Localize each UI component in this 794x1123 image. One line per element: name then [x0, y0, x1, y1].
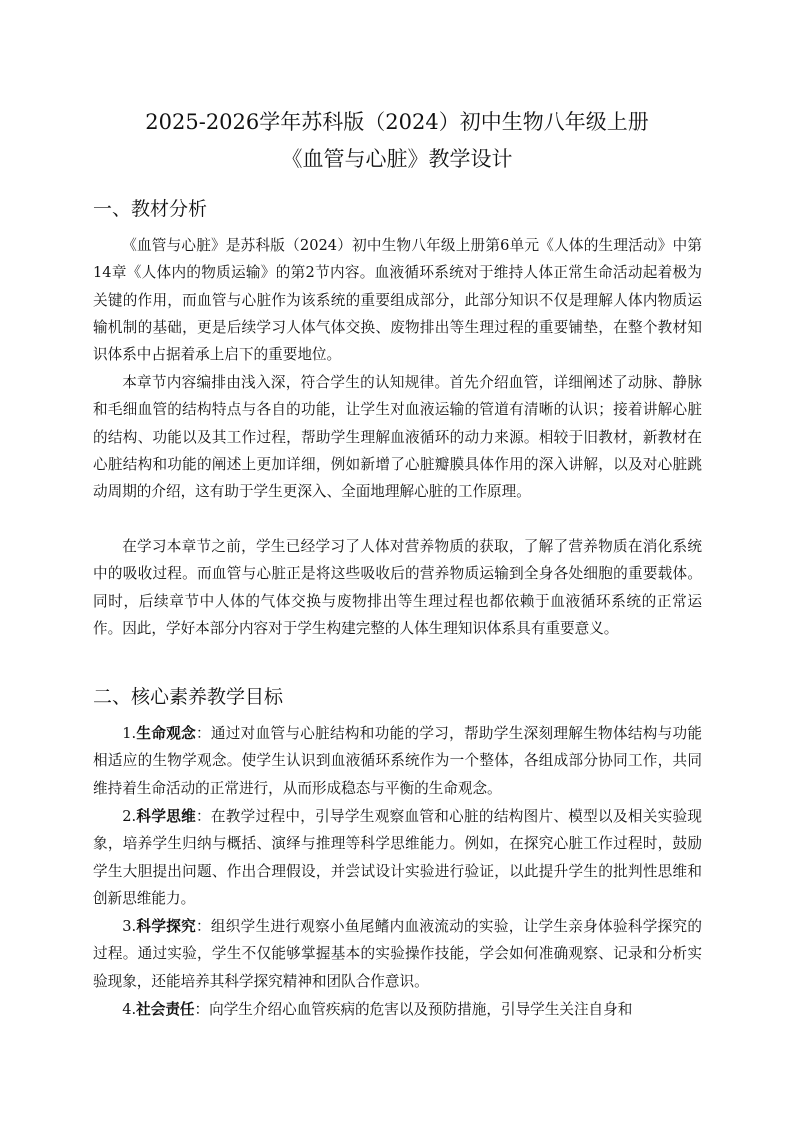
goal-text: ：通过对血管与心脏结构和功能的学习，帮助学生深刻理解生物体结构与功能相适应的生物学观念。使学生认识到血液循环系统作为一个整体，各组成部分协同工作，共同维持着生命活动的正常进行，从而形成稳态与平衡的生命观念。 [93, 725, 702, 797]
paragraph-textbook-position: 《血管与心脏》是苏科版（2024）初中生物八年级上册第6单元《人体的生理活动》中第14章《人体内的物质运输》的第2节内容。血液循环系统对于维持人体正常生命活动起着极为关键的作用，而血管与心脏作为该系统的重要组成部分，此部分知识不仅是理解人体内物质运输机制的基础，更是后续学习人体气体交换、废物排出等生理过程的重要铺垫，在整个教材知识体系中占据着承上启下的重要地位。 [93, 237, 702, 364]
goal-item-scientific-inquiry [93, 913, 702, 995]
goal-text: ：组织学生进行观察小鱼尾鳍内血液流动的实验，让学生亲身体验科学探究的过程。通过实验，学生不仅能够掌握基本的实验操作技能，学会如何准确观察、记录和分析实验现象，还能培养其科学探究精神和团队合作意识。 [93, 918, 702, 990]
goal-item-life-concept [93, 720, 702, 802]
goal-text: ：向学生介绍心血管疾病的危害以及预防措施，引导学生关注自身和 [194, 1001, 633, 1018]
goal-number: 2. [122, 808, 137, 825]
goal-item-scientific-thinking [93, 803, 702, 912]
document-title-line2: 《血管与心脏》教学设计 [281, 147, 513, 171]
goal-item-social-responsibility [93, 996, 702, 1023]
goal-text: ：在教学过程中，引导学生观察血管和心脏的结构图片、模型以及相关实验现象，培养学生归纳与概括、演绎与推理等科学思维能力。例如，在探究心脏工作过程时，鼓励学生大胆提出问题、作出合理假设，并尝试设计实验进行验证，以此提升学生的批判性思维和创新思维能力。 [93, 808, 702, 907]
goal-label: 科学探究 [136, 918, 196, 935]
document-title-line1: 2025-2026学年苏科版（2024）初中生物八年级上册 [145, 110, 649, 134]
section-heading-textbook-analysis: 一、教材分析 [93, 198, 208, 220]
goal-number: 4. [122, 1001, 137, 1018]
goal-label: 科学思维 [136, 808, 196, 825]
paragraph-content-arrangement: 本章节内容编排由浅入深，符合学生的认知规律。首先介绍血管，详细阐述了动脉、静脉和毛细血管的结构特点与各自的功能，让学生对血液运输的管道有清晰的认识；接着讲解心脏的结构、功能以及其工作过程，帮助学生理解血液循环的动力来源。相较于旧教材，新教材在心脏结构和功能的阐述上更加详细，例如新增了心脏瓣膜具体作用的深入讲解，以及对心脏跳动周期的介绍，这有助于学生更深入、全面地理解心脏的工作原理。 [93, 374, 702, 501]
goal-label: 生命观念 [136, 725, 196, 742]
section-heading-core-literacy-goals: 二、核心素养教学目标 [93, 686, 284, 708]
paragraph-prior-knowledge: 在学习本章节之前，学生已经学习了人体对营养物质的获取，了解了营养物质在消化系统中的吸收过程。而血管与心脏正是将这些吸收后的营养物质运输到全身各处细胞的重要载体。同时，后续章节中人体的气体交换与废物排出等生理过程也都依赖于血液循环系统的正常运作。因此，学好本部分内容对于学生构建完整的人体生理知识体系具有重要意义。 [93, 538, 702, 637]
goal-number: 1. [122, 725, 137, 742]
goal-label: 社会责任 [136, 1001, 195, 1018]
goal-number: 3. [122, 918, 137, 935]
